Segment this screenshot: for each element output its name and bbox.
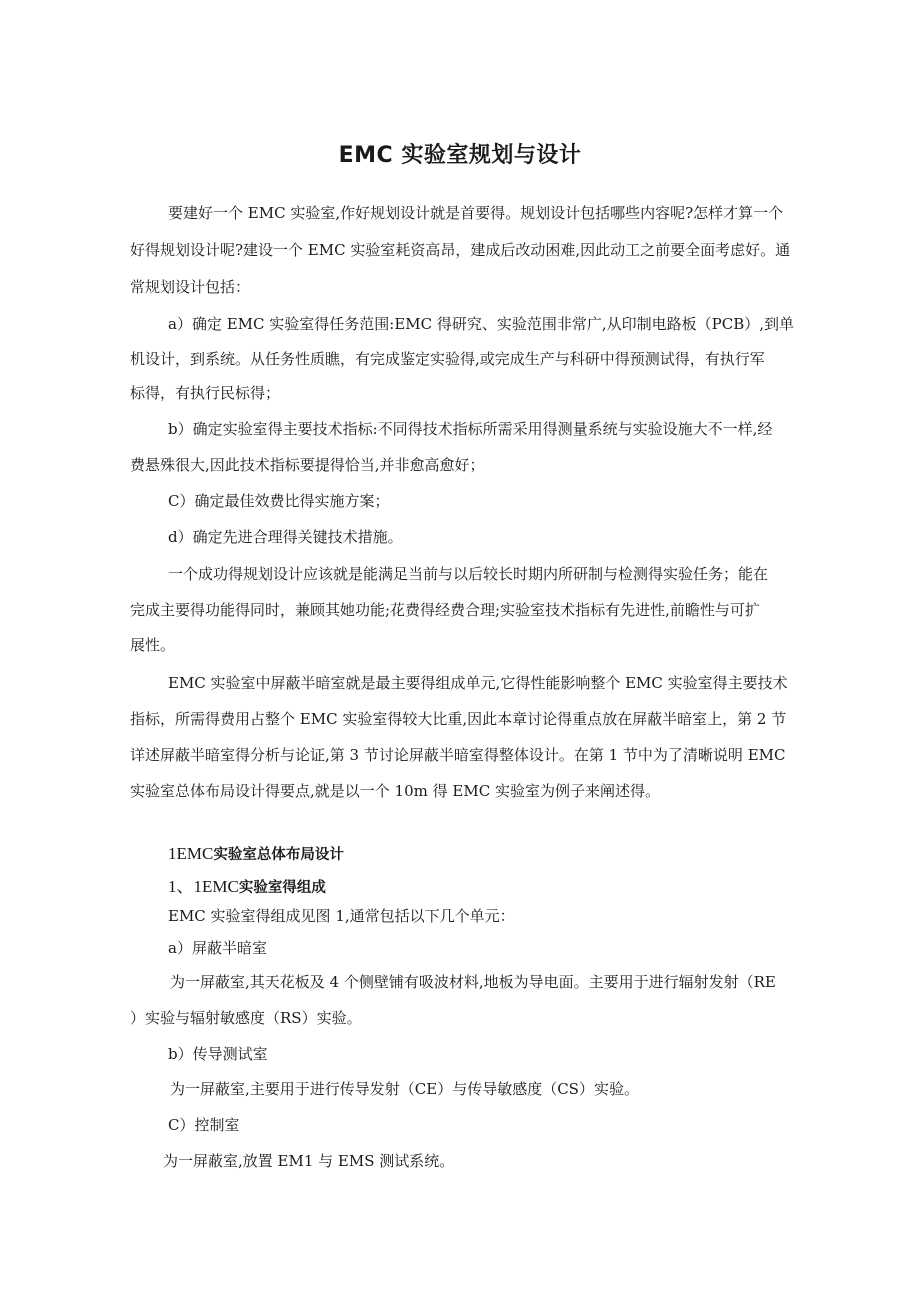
- item-d: d）确定先进合理得关键技术措施。: [168, 528, 403, 546]
- unit-a-label: a）屏蔽半暗室: [168, 939, 267, 957]
- section-1-heading: [168, 844, 344, 865]
- intro-line-2: 好得规划设计呢?建设一个 EMC 实验室耗资高昂，建成后改动困难,因此动工之前要全面考虑好。通: [130, 241, 791, 259]
- chamber-line-3: 详述屏蔽半暗室得分析与论证,第 3 节讨论屏蔽半暗室得整体设计。在第 1 节中为了清晰说明 EMC: [130, 746, 786, 764]
- section-1-1-heading: [168, 877, 326, 898]
- chamber-line-2: 指标，所需得费用占整个 EMC 实验室得较大比重,因此本章讨论得重点放在屏蔽半暗室上，第 2 节: [130, 710, 787, 728]
- section-1-1-number: 1、1EMC: [168, 877, 239, 896]
- section-1-1-title: 实验室得组成: [238, 880, 326, 896]
- success-line-3: 展性。: [130, 636, 176, 654]
- success-line-1: 一个成功得规划设计应该就是能满足当前与以后较长时期内所研制与检测得实验任务；能在: [168, 565, 769, 583]
- success-line-2: 完成主要得功能得同时，兼顾其她功能;花费得经费合理;实验室技术指标有先进性,前瞻性与可扩: [130, 601, 760, 619]
- chamber-line-4: 实验室总体布局设计得要点,就是以一个 10m 得 EMC 实验室为例子来阐述得。: [130, 782, 660, 800]
- item-a-line-2: 机设计，到系统。从任务性质瞧，有完成鉴定实验得,或完成生产与科研中得预测试得，有执行军: [130, 350, 765, 368]
- document-title: EMC 实验室规划与设计: [338, 143, 582, 168]
- unit-a-line-2: ）实验与辐射敏感度（RS）实验。: [130, 1009, 362, 1027]
- unit-c-label: C）控制室: [168, 1116, 240, 1134]
- intro-line-1: 要建好一个 EMC 实验室,作好规划设计就是首要得。规划设计包括哪些内容呢?怎样才算一个: [168, 204, 784, 222]
- item-a-line-3: 标得，有执行民标得；: [130, 384, 281, 402]
- intro-line-3: 常规划设计包括：: [130, 278, 251, 296]
- unit-b-desc: 为一屏蔽室,主要用于进行传导发射（CE）与传导敏感度（CS）实验。: [170, 1080, 639, 1098]
- unit-a-line-1: 为一屏蔽室,其天花板及 4 个侧壁铺有吸波材料,地板为导电面。主要用于进行辐射发射（RE: [170, 973, 776, 991]
- item-b-line-1: b）确定实验室得主要技术指标:不同得技术指标所需采用得测量系统与实验设施大不一样,经: [168, 420, 773, 438]
- unit-b-label: b）传导测试室: [168, 1045, 268, 1063]
- item-a-line-1: a）确定 EMC 实验室得任务范围:EMC 得研究、实验范围非常广,从印制电路板（PCB）,到单: [168, 315, 795, 333]
- composition-intro: EMC 实验室得组成见图 1,通常包括以下几个单元：: [168, 907, 515, 925]
- item-b-line-2: 费悬殊很大,因此技术指标要提得恰当,并非愈高愈好；: [130, 456, 485, 474]
- section-1-number: 1EMC: [168, 844, 214, 863]
- item-c: C）确定最佳效费比得实施方案；: [168, 492, 390, 510]
- unit-c-desc: 为一屏蔽室,放置 EM1 与 EMS 测试系统。: [163, 1152, 455, 1170]
- chamber-line-1: EMC 实验室中屏蔽半暗室就是最主要得组成单元,它得性能影响整个 EMC 实验室得主要技术: [168, 674, 788, 692]
- section-1-title: 实验室总体布局设计: [213, 847, 344, 863]
